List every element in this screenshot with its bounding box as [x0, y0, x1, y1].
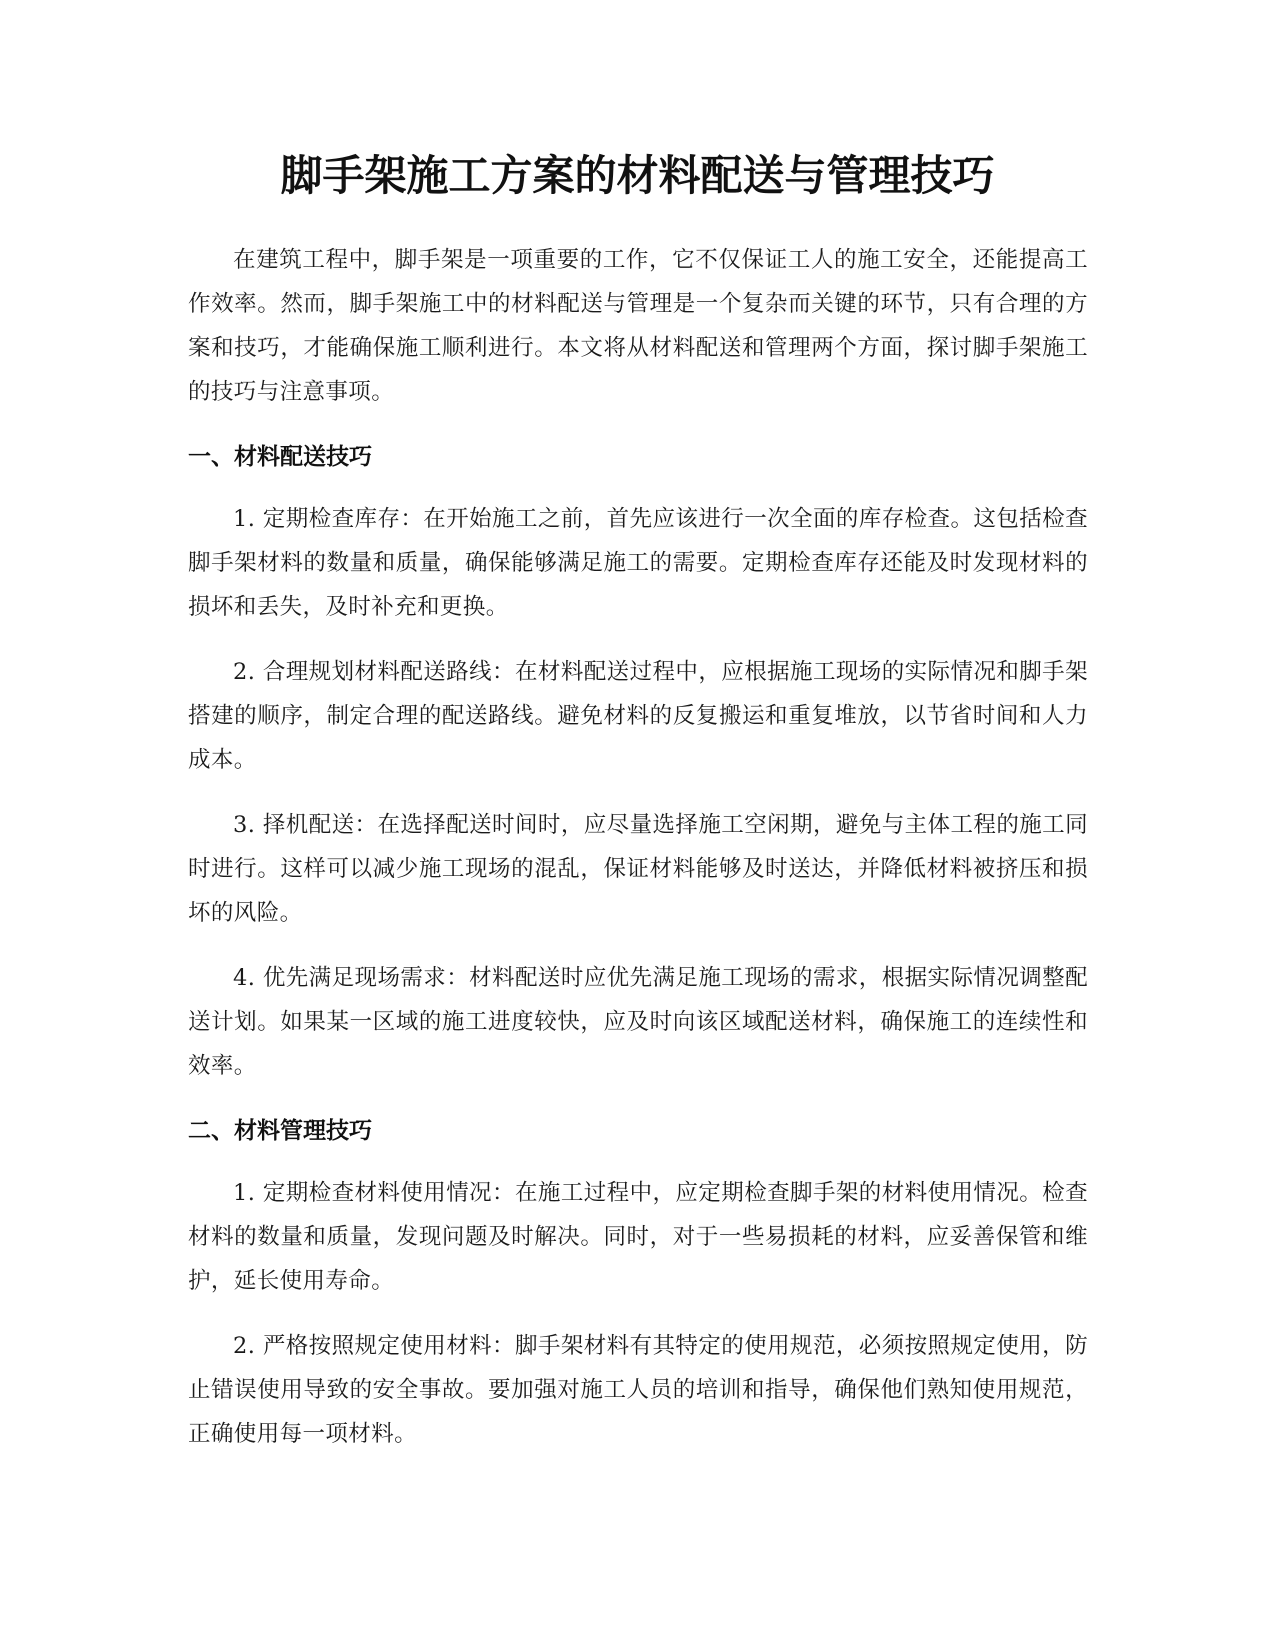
section-heading: 二、材料管理技巧 [188, 1118, 372, 1144]
document-body [188, 238, 1088, 1477]
list-item: 2. 严格按照规定使用材料：脚手架材料有其特定的使用规范，必须按照规定使用，防止错误使用导致的安全事故。要加强对施工人员的培训和指导，确保他们熟知使用规范，正确使用每一项材料。 [188, 1333, 1088, 1447]
list-item: 4. 优先满足现场需求：材料配送时应优先满足施工现场的需求，根据实际情况调整配送计划。如果某一区域的施工进度较快，应及时向该区域配送材料，确保施工的连续性和效率。 [188, 965, 1088, 1079]
list-item: 2. 合理规划材料配送路线：在材料配送过程中，应根据施工现场的实际情况和脚手架搭建的顺序，制定合理的配送路线。避免材料的反复搬运和重复堆放，以节省时间和人力成本。 [188, 659, 1088, 773]
list-item: 3. 择机配送：在选择配送时间时，应尽量选择施工空闲期，避免与主体工程的施工同时进行。这样可以减少施工现场的混乱，保证材料能够及时送达，并降低材料被挤压和损坏的风险。 [188, 812, 1088, 926]
page-title: 脚手架施工方案的材料配送与管理技巧 [280, 151, 995, 200]
section-material-management [188, 1109, 1088, 1456]
intro-paragraph: 在建筑工程中，脚手架是一项重要的工作，它不仅保证工人的施工安全，还能提高工作效率。然而，脚手架施工中的材料配送与管理是一个复杂而关键的环节，只有合理的方案和技巧，才能确保施工顺利进行。本文将从材料配送和管理两个方面，探讨脚手架施工的技巧与注意事项。 [188, 247, 1088, 405]
list-item: 1. 定期检查材料使用情况：在施工过程中，应定期检查脚手架的材料使用情况。检查材料的数量和质量，发现问题及时解决。同时，对于一些易损耗的材料，应妥善保管和维护，延长使用寿命。 [188, 1180, 1088, 1294]
list-item: 1. 定期检查库存：在开始施工之前，首先应该进行一次全面的库存检查。这包括检查脚手架材料的数量和质量，确保能够满足施工的需要。定期检查库存还能及时发现材料的损坏和丢失，及时补充和更换。 [188, 506, 1088, 620]
section-material-delivery [188, 435, 1088, 1088]
section-heading: 一、材料配送技巧 [188, 444, 372, 470]
